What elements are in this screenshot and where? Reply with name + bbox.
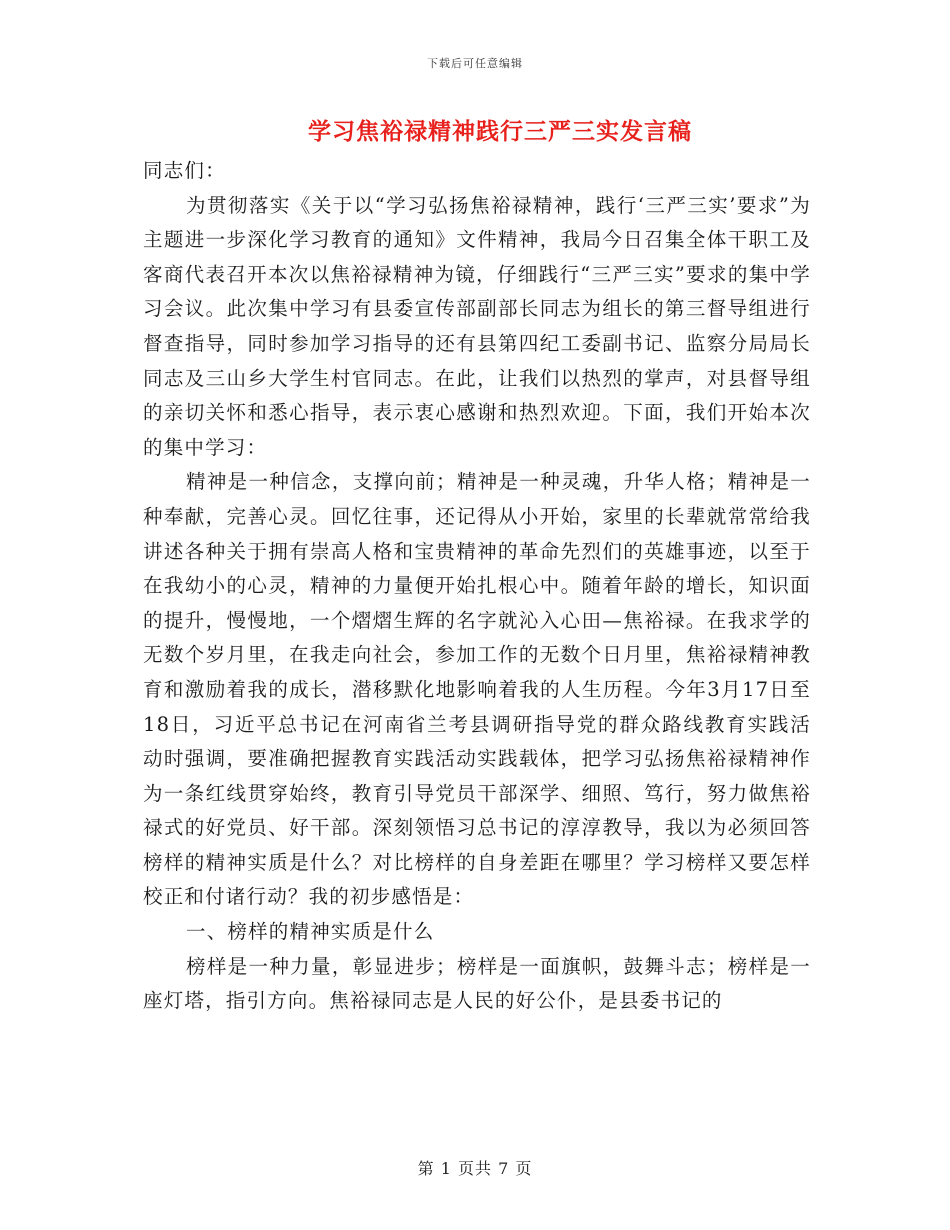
paragraph-intro: 为贯彻落实《关于以“学习弘扬焦裕禄精神，践行‘三严三实’要求”为主题进一步深化学习教育的通知》文件精神，我局今日召集全体干职工及客商代表召开本次以焦裕禄精神为镜，仔细践行“三严三实”要求的集中学习会议。此次集中学习有县委宣传部副部长同志为组长的第三督导组进行督查指导，同时参加学习指导的还有县第四纪工委副书记、监察分局局长同志及三山乡大学生村官同志。在此，让我们以热烈的掌声，对县督导组的亲切关怀和悉心指导，表示衷心感谢和热烈欢迎。下面，我们开始本次的集中学习： (143, 193, 811, 459)
salutation: 同志们： (143, 159, 226, 182)
section-heading: 一、榜样的精神实质是什么 (186, 920, 435, 944)
paragraph-role-model: 榜样是一种力量，彰显进步；榜样是一面旗帜，鼓舞斗志；榜样是一座灯塔，指引方向。焦裕禄同志是人民的好公仆，是县委书记的 (143, 954, 811, 1013)
page-header: 下载后可任意编辑 (427, 57, 523, 70)
document-body (143, 154, 811, 1019)
document-title: 学习焦裕禄精神践行三严三实发言稿 (308, 118, 692, 145)
page-footer: 第 1 页共 7 页 (417, 1159, 533, 1178)
paragraph-spirit: 精神是一种信念，支撑向前；精神是一种灵魂，升华人格；精神是一种奉献，完善心灵。回忆往事，还记得从小开始，家里的长辈就常常给我讲述各种关于拥有崇高人格和宝贵精神的革命先烈们的英雄事迹，以至于在我幼小的心灵，精神的力量便开始扎根心中。随着年龄的增长，知识面的提升，慢慢地，一个熠熠生辉的名字就沁入心田—焦裕禄。在我求学的无数个岁月里，在我走向社会，参加工作的无数个日月里，焦裕禄精神教育和激励着我的成长，潜移默化地影响着我的人生历程。今年3月17日至18日，习近平总书记在河南省兰考县调研指导党的群众路线教育实践活动时强调，要准确把握教育实践活动实践载体，把学习弘扬焦裕禄精神作为一条红线贯穿始终，教育引导党员干部深学、细照、笃行，努力做焦裕禄式的好党员、好干部。深刻领悟习总书记的淳淳教导，我以为必须回答榜样的精神实质是什么？对比榜样的自身差距在哪里？学习榜样又要怎样校正和付诸行动？我的初步感悟是： (143, 470, 811, 909)
